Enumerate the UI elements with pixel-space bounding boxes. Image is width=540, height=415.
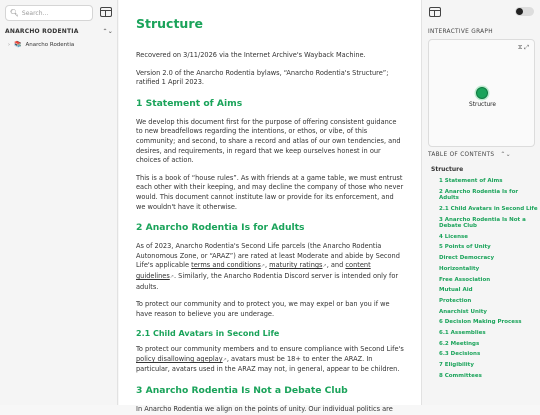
note-content — [119, 0, 421, 414]
toc-item[interactable]: Protection — [439, 297, 472, 304]
toc-item[interactable]: Mutual Aid — [439, 287, 473, 294]
toc-header — [428, 151, 528, 158]
toc-item[interactable]: 2 Anarcho Rodentia Is for Adults — [439, 188, 519, 202]
maturity-ratings-link[interactable]: maturity ratings — [269, 261, 323, 270]
toc-item[interactable]: 6.1 Assemblies — [439, 329, 486, 336]
adults-paragraph-2: To protect our community and to protect you, we may expel or ban you if we have reason to believe you are underage. — [136, 300, 390, 318]
toc-item[interactable]: Horizontality — [439, 265, 480, 272]
toggle-left-sidebar-icon[interactable] — [100, 7, 112, 17]
interactive-graph[interactable] — [428, 39, 535, 147]
graph-node-structure[interactable] — [476, 87, 488, 99]
external-link-icon: ↗ — [322, 263, 327, 270]
graph-section-label: INTERACTIVE GRAPH — [428, 29, 493, 35]
recovered-note: Recovered on 3/11/2026 via the Internet Archive's Wayback Machine. — [136, 51, 366, 59]
graph-filter-icon[interactable]: ⧖ — [518, 44, 523, 51]
content-guidelines-link[interactable]: content guidelines — [136, 261, 371, 280]
theme-toggle[interactable] — [515, 7, 534, 16]
heading-for-adults: 2 Anarcho Rodentia Is for Adults — [136, 222, 305, 234]
toc-item[interactable]: 2.1 Child Avatars in Second Life — [439, 205, 538, 212]
debate-paragraph: In Anarcho Rodentia we align on the points of unity. Our individual politics are — [136, 405, 393, 414]
collapse-expand-icon[interactable]: ⌃⌄ — [500, 151, 511, 158]
external-link-icon: ↗ — [222, 356, 227, 363]
heading-not-debate-club: 3 Anarcho Rodentia Is Not a Debate Club — [136, 385, 348, 397]
toc-item[interactable]: 4 License — [439, 233, 469, 240]
toc-item[interactable]: 1 Statement of Aims — [439, 178, 503, 184]
table-of-contents — [431, 166, 539, 383]
aims-paragraph-2: This is a book of “house rules”. As with friends at a game table, we must entrust each other with their keeping, and may decline the company of those who never would. This document cannot institute law or provide for its enforcement, and we wouldn't have it otherwise. — [136, 173, 404, 211]
toc-item[interactable]: 6 Decision Making Process — [439, 319, 522, 326]
vault-name: ANARCHO RODENTIA — [5, 28, 79, 35]
terms-and-conditions-link[interactable]: terms and conditions — [191, 261, 261, 270]
external-link-icon: ↗ — [169, 273, 174, 280]
toc-item[interactable]: 6.3 Decisions — [439, 351, 481, 358]
right-sidebar — [421, 0, 540, 405]
heading-child-avatars: 2.1 Child Avatars in Second Life — [136, 329, 280, 339]
search-icon: 🔍︎ — [10, 9, 19, 17]
toc-item[interactable]: 6.2 Meetings — [439, 340, 480, 347]
collapse-expand-icon[interactable]: ⌃⌄ — [102, 28, 113, 35]
toggle-right-sidebar-icon[interactable] — [429, 7, 441, 17]
toc-item[interactable]: 7 Eligibility — [439, 362, 474, 368]
page-title: Structure — [136, 16, 203, 31]
child-avatars-paragraph: To protect our community members and to ensure compliance with Second Life's policy disallowing ageplay↗, avatars must be 18+ to enter the ARAZ. In particular, avatars used in the ARAZ may not, in general, appear to be children. — [136, 345, 404, 374]
tree-item-anarcho-rodentia[interactable] — [8, 41, 74, 48]
toc-item[interactable]: 8 Committees — [439, 372, 482, 379]
toc-item[interactable]: Direct Democracy — [439, 255, 495, 262]
ageplay-policy-link[interactable]: policy disallowing ageplay — [136, 354, 223, 363]
adults-paragraph-1: As of 2023, Anarcho Rodentia's Second Life parcels (the Anarcho Rodentia Autonomous Zone, or “ARAZ”) are rated at least Moderate and abide by Second Life's applicable terms and conditions↗, maturity ratings↗, and content guidelines↗. Similarly, the Anarcho Rodentia Discord server is intended only for adults. — [136, 242, 400, 291]
search-input[interactable] — [22, 10, 82, 17]
expand-graph-icon[interactable]: ⤢ — [524, 44, 529, 51]
toc-item[interactable]: Anarchist Unity — [439, 308, 487, 315]
toc-root[interactable]: Structure — [431, 166, 464, 173]
book-icon: 📚 — [14, 41, 22, 48]
heading-statement-of-aims: 1 Statement of Aims — [136, 97, 243, 109]
graph-tools — [518, 44, 529, 52]
toc-item[interactable]: 3 Anarcho Rodentia Is Not a Debate Club — [439, 216, 526, 230]
toc-item[interactable]: 5 Points of Unity — [439, 244, 491, 251]
chevron-right-icon[interactable]: › — [8, 41, 10, 48]
toc-item[interactable]: Free Association — [439, 276, 491, 283]
search-box[interactable] — [5, 5, 93, 21]
vault-header[interactable] — [5, 28, 113, 35]
aims-paragraph-1: We develop this document first for the purpose of offering consistent guidance to new breadfellows regarding the intentions, or ethos, or vibe, of this community; and second, to share a record and atlas of our own tendencies, and desires, and requirements, in regard that we keep ourselves honest in our choices of action. — [136, 117, 401, 165]
tree-item-label: Anarcho Rodentia — [25, 41, 75, 48]
external-link-icon: ↗ — [260, 263, 265, 270]
toc-section-label: TABLE OF CONTENTS — [428, 151, 495, 158]
graph-node-label: Structure — [469, 102, 496, 108]
version-note: Version 2.0 of the Anarcho Rodentia bylaws, “Anarcho Rodentia's Structure”; ratified 1 April 2023. — [136, 68, 389, 87]
file-explorer-sidebar — [0, 0, 118, 405]
